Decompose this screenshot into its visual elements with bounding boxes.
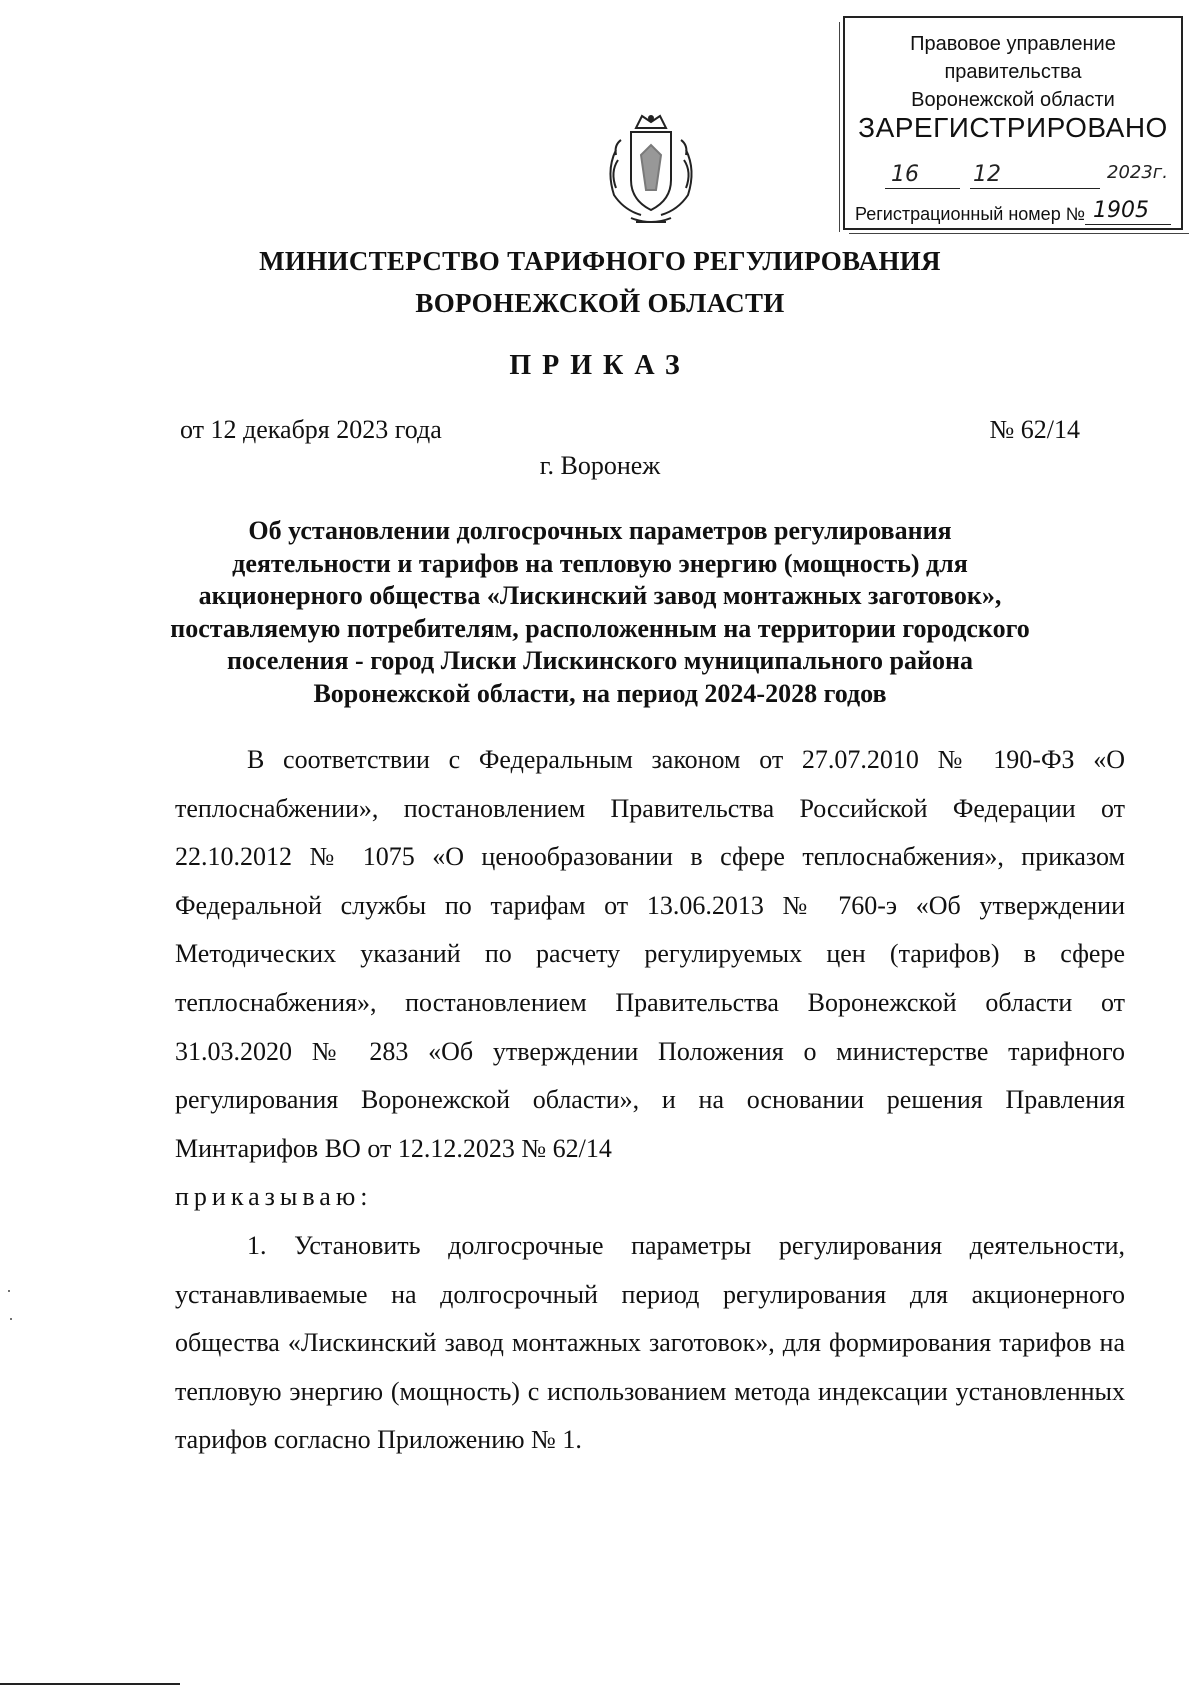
scan-artifact-dot bbox=[10, 1318, 12, 1320]
order-body bbox=[175, 736, 1125, 1465]
stamp-date-month: 12 bbox=[973, 162, 1001, 187]
document-type-title: ПРИКАЗ bbox=[509, 350, 691, 381]
stamp-number-line bbox=[1085, 224, 1171, 225]
coat-of-arms-icon bbox=[596, 110, 706, 230]
ministry-heading bbox=[150, 240, 1050, 324]
scan-edge-line bbox=[0, 1683, 180, 1685]
subject-line: поселения - город Лиски Лискинского муниципального района bbox=[227, 646, 973, 675]
stamp-number-value: 1905 bbox=[1093, 198, 1149, 223]
stamp-org-line1: Правовое управление правительства bbox=[910, 33, 1116, 83]
order-date: от 12 декабря 2023 года bbox=[180, 415, 442, 444]
subject-line: Об установлении долгосрочных параметров регулирования bbox=[248, 516, 952, 545]
order-number: № 62/14 bbox=[989, 415, 1080, 444]
stamp-date-month-line bbox=[970, 188, 1100, 189]
preamble-paragraph: В соответствии с Федеральным законом от 27.07.2010 № 190-ФЗ «О теплоснабжении», постановлением Правительства Российской Федерации от 22.10.2012 № 1075 «О ценообразовании в сфере теплоснабжения», приказом Федеральной службы по тарифам от 13.06.2013 № 760-э «Об утверждении Методических указаний по расчету регулируемых цен (тарифов) в сфере теплоснабжения», постановлением Правительства Воронежской области от 31.03.2020 № 283 «Об утверждении Положения о министерстве тарифного регулирования Воронежской области», и на основании решения Правления Минтарифов ВО от 12.12.2023 № 62/14 bbox=[175, 745, 1125, 1163]
registration-stamp bbox=[843, 16, 1183, 230]
ministry-line1: МИНИСТЕРСТВО ТАРИФНОГО РЕГУЛИРОВАНИЯ bbox=[259, 246, 941, 276]
ministry-line2: ВОРОНЕЖСКОЙ ОБЛАСТИ bbox=[415, 288, 785, 318]
stamp-date-day-line bbox=[885, 188, 960, 189]
stamp-number-label: Регистрационный номер № bbox=[855, 204, 1086, 224]
stamp-org-line2: Воронежской области bbox=[911, 89, 1115, 111]
subject-line: акционерного общества «Лискинский завод монтажных заготовок», bbox=[198, 581, 1002, 610]
stamp-registered-label: ЗАРЕГИСТРИРОВАНО bbox=[858, 112, 1168, 143]
scan-artifact-dot bbox=[8, 1290, 10, 1292]
order-word: приказываю: bbox=[175, 1182, 373, 1212]
stamp-date-year: 2023г. bbox=[1107, 162, 1168, 183]
stamp-date bbox=[885, 162, 1168, 192]
subject-line: деятельности и тарифов на тепловую энергию (мощность) для bbox=[232, 548, 968, 578]
order-item-1: 1. Установить долгосрочные параметры регулирования деятельности, устанавливаемые на долгосрочный период регулирования для акционерного общества «Лискинский завод монтажных заготовок», для формирования тарифов на тепловую энергию (мощность) с использованием метода индексации установленных тарифов согласно Приложению № 1. bbox=[175, 1230, 1125, 1455]
subject-line: поставляемую потребителям, расположенным на территории городского bbox=[170, 613, 1030, 643]
order-subject bbox=[150, 515, 1050, 710]
stamp-organization bbox=[845, 30, 1181, 114]
stamp-registration-number bbox=[855, 198, 1175, 225]
stamp-date-day: 16 bbox=[891, 162, 919, 187]
subject-line: Воронежской области, на период 2024-2028 годов bbox=[313, 678, 887, 708]
order-city: г. Воронеж bbox=[539, 451, 661, 480]
